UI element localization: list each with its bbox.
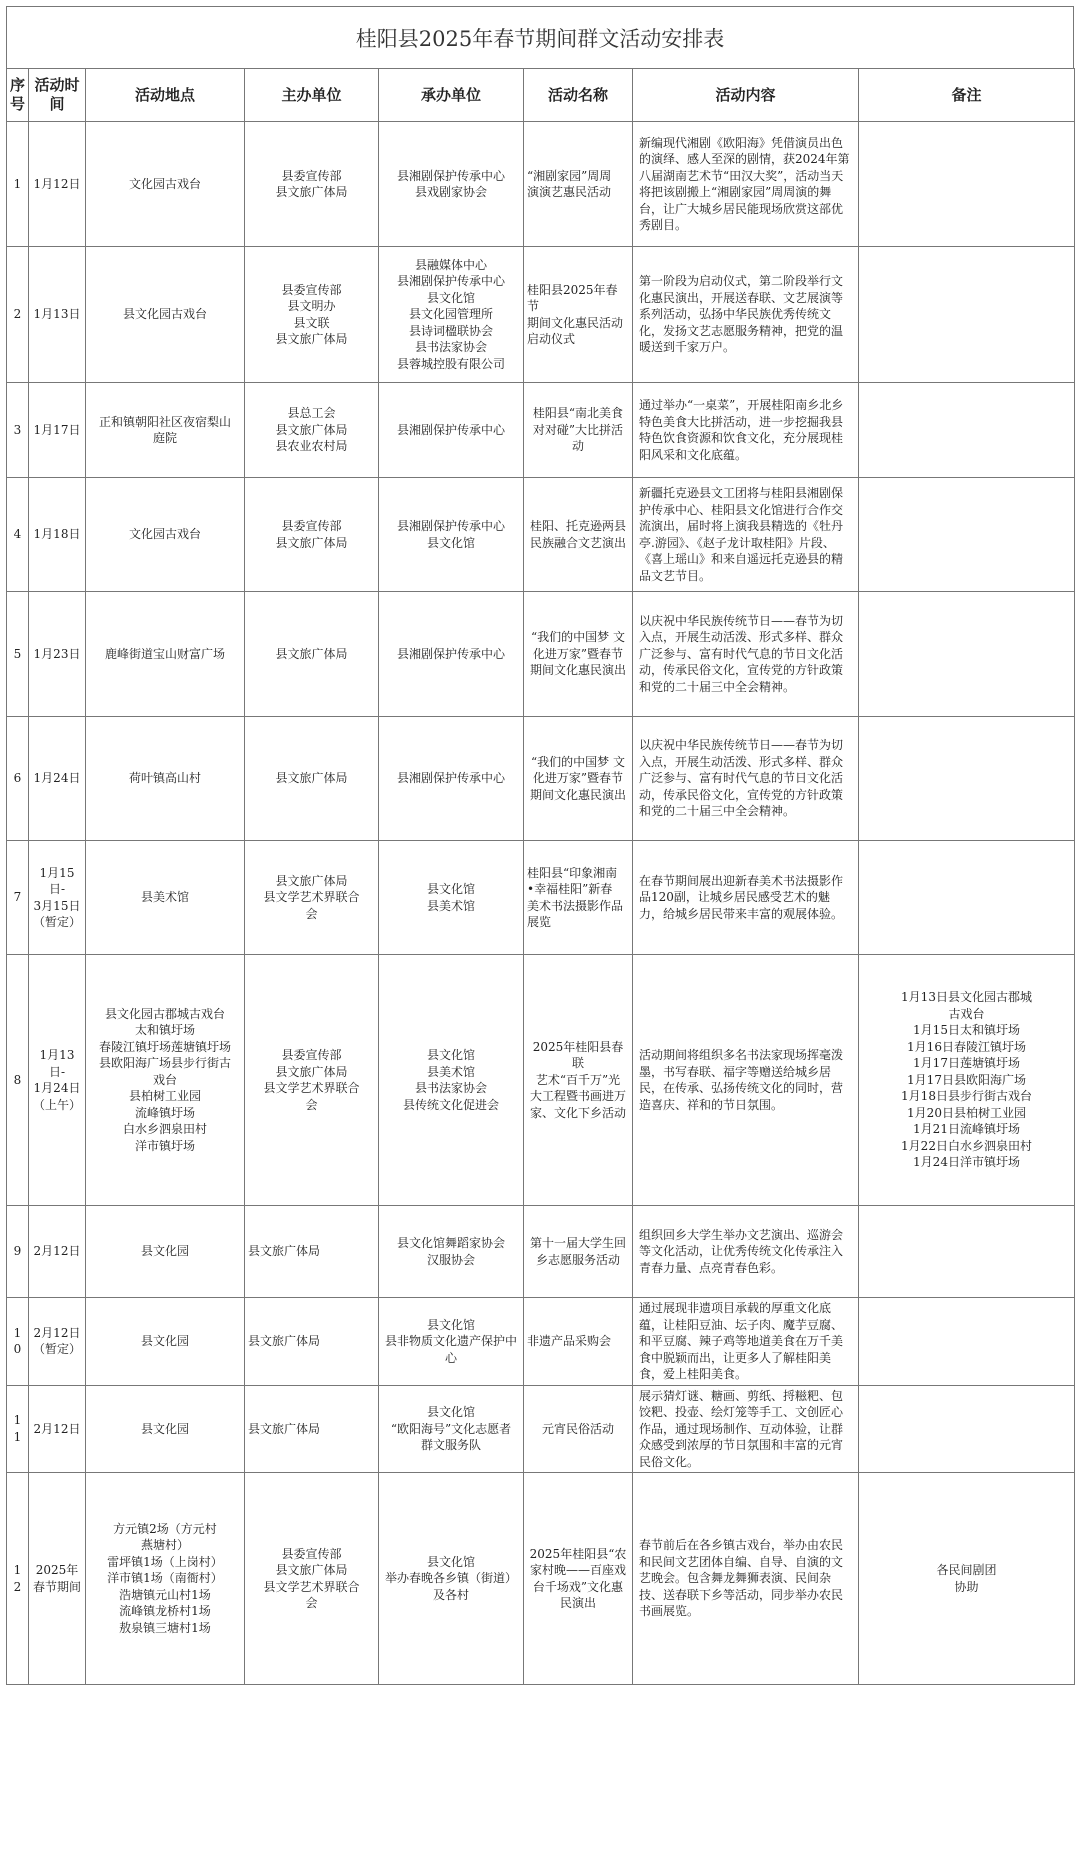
cell-note — [859, 1298, 1075, 1386]
table-row — [7, 478, 1075, 592]
cell-organizer: 县文化馆 县美术馆 — [379, 841, 524, 955]
table-row — [7, 717, 1075, 841]
cell-content: 组织回乡大学生举办文艺演出、巡游会等文化活动，让优秀传统文化传承注入青春力量、点亮青春色彩。 — [633, 1206, 859, 1298]
cell-note — [859, 841, 1075, 955]
cell-content: 以庆祝中华民族传统节日——春节为切入点，开展生动活泼、形式多样、群众广泛参与、富有时代气息的节日文化活动，传承民俗文化，宣传党的方针政策和党的二十届三中全会精神。 — [633, 592, 859, 717]
header-no: 序 号 — [7, 69, 29, 122]
cell-activity-name: 桂阳县“印象湘南 •幸福桂阳”新春 美术书法摄影作品 展览 — [524, 841, 633, 955]
cell-place: 县文化园古戏台 — [86, 247, 245, 383]
cell-host: 县文旅广体局 — [245, 717, 379, 841]
header-organizer: 承办单位 — [379, 69, 524, 122]
cell-note — [859, 592, 1075, 717]
cell-place: 县文化园 — [86, 1385, 245, 1473]
cell-organizer: 县湘剧保护传承中心 — [379, 592, 524, 717]
cell-activity-name: “湘剧家园”周周 演演艺惠民活动 — [524, 122, 633, 247]
table-row — [7, 841, 1075, 955]
header-time: 活动时 间 — [29, 69, 86, 122]
cell-place: 方元镇2场（方元村 燕塘村） 雷坪镇1场（上岗村） 洋市镇1场（南衙村） 浩塘镇元山村1场 流峰镇龙桥村1场 敖泉镇三塘村1场 — [86, 1473, 245, 1685]
cell-place: 正和镇朝阳社区夜宿梨山 庭院 — [86, 383, 245, 478]
cell-activity-name: 第十一届大学生回 乡志愿服务活动 — [524, 1206, 633, 1298]
cell-content: 展示猜灯谜、糖画、剪纸、捋糍粑、包饺粑、投壶、绘灯笼等手工、文创匠心作品，通过现场制作、互动体验，让群众感受到浓厚的节日氛围和丰富的元宵民俗文化。 — [633, 1385, 859, 1473]
cell-no: 3 — [7, 383, 29, 478]
cell-content: 新编现代湘剧《欧阳海》凭借演员出色的演绎、感人至深的剧情，获2024年第八届湖南艺术节“田汉大奖”，活动当天将把该剧搬上“湘剧家园”周周演的舞台，让广大城乡居民能现场欣赏这部优秀剧目。 — [633, 122, 859, 247]
header-place: 活动地点 — [86, 69, 245, 122]
cell-note — [859, 717, 1075, 841]
cell-content: 通过展现非遗项目承载的厚重文化底蕴，让桂阳豆油、坛子肉、魔芋豆腐、和平豆腐、辣子鸡等地道美食在万千美食中脱颖而出，让更多人了解桂阳美食，爱上桂阳美食。 — [633, 1298, 859, 1386]
cell-place: 文化园古戏台 — [86, 478, 245, 592]
cell-no: 6 — [7, 717, 29, 841]
cell-time: 2月12日 （暂定） — [29, 1298, 86, 1386]
table-header-row — [7, 69, 1075, 122]
schedule-table — [6, 68, 1075, 1685]
cell-content: 以庆祝中华民族传统节日——春节为切入点，开展生动活泼、形式多样、群众广泛参与、富有时代气息的节日文化活动，传承民俗文化，宣传党的方针政策和党的二十届三中全会精神。 — [633, 717, 859, 841]
cell-organizer: 县湘剧保护传承中心 县戏剧家协会 — [379, 122, 524, 247]
cell-host: 县委宣传部 县文旅广体局 县文学艺术界联合 会 — [245, 955, 379, 1206]
cell-no: 9 — [7, 1206, 29, 1298]
cell-host: 县委宣传部 县文明办 县文联 县文旅广体局 — [245, 247, 379, 383]
cell-place: 县文化园古郡城古戏台 太和镇圩场 春陵江镇圩场莲塘镇圩场 县欧阳海广场县步行街古 戏台 县柏树工业园 流峰镇圩场 白水乡泗泉田村 洋市镇圩场 — [86, 955, 245, 1206]
cell-content: 春节前后在各乡镇古戏台，举办由农民和民间文艺团体自编、自导、自演的文艺晚会。包含舞龙舞狮表演、民间杂技、送春联下乡等活动，同步举办农民书画展览。 — [633, 1473, 859, 1685]
cell-activity-name: 元宵民俗活动 — [524, 1385, 633, 1473]
cell-no: 2 — [7, 247, 29, 383]
cell-organizer: 县湘剧保护传承中心 县文化馆 — [379, 478, 524, 592]
cell-time: 2月12日 — [29, 1206, 86, 1298]
cell-no: 8 — [7, 955, 29, 1206]
cell-place: 鹿峰街道宝山财富广场 — [86, 592, 245, 717]
cell-time: 1月18日 — [29, 478, 86, 592]
cell-note — [859, 383, 1075, 478]
header-content: 活动内容 — [633, 69, 859, 122]
table-row — [7, 955, 1075, 1206]
cell-host: 县总工会 县文旅广体局 县农业农村局 — [245, 383, 379, 478]
cell-host: 县文旅广体局 — [245, 1385, 379, 1473]
cell-no: 10 — [7, 1298, 29, 1386]
cell-time: 1月12日 — [29, 122, 86, 247]
cell-activity-name: “我们的中国梦 文 化进万家”暨春节 期间文化惠民演出 — [524, 717, 633, 841]
cell-content: 第一阶段为启动仪式，第二阶段举行文化惠民演出，开展送春联、文艺展演等系列活动，弘扬中华民族优秀传统文化，发扬文艺志愿服务精神，把党的温暖送到千家万户。 — [633, 247, 859, 383]
cell-host: 县文旅广体局 县文学艺术界联合 会 — [245, 841, 379, 955]
cell-note — [859, 1385, 1075, 1473]
cell-activity-name: 2025年桂阳县“农 家村晚——百座戏 台千场戏”文化惠 民演出 — [524, 1473, 633, 1685]
table-row — [7, 592, 1075, 717]
table-row — [7, 247, 1075, 383]
cell-host: 县委宣传部 县文旅广体局 — [245, 122, 379, 247]
cell-time: 2月12日 — [29, 1385, 86, 1473]
cell-place: 荷叶镇高山村 — [86, 717, 245, 841]
cell-organizer: 县文化馆 县美术馆 县书法家协会 县传统文化促进会 — [379, 955, 524, 1206]
table-row — [7, 1298, 1075, 1386]
table-row — [7, 1473, 1075, 1685]
cell-host: 县委宣传部 县文旅广体局 县文学艺术界联合 会 — [245, 1473, 379, 1685]
cell-content: 活动期间将组织多名书法家现场挥毫泼墨，书写春联、福字等赠送给城乡居民，在传承、弘扬传统文化的同时，营造喜庆、祥和的节日氛围。 — [633, 955, 859, 1206]
cell-activity-name: 2025年桂阳县春联 艺术“百千万”光 大工程暨书画进万 家、文化下乡活动 — [524, 955, 633, 1206]
header-host: 主办单位 — [245, 69, 379, 122]
cell-place: 县美术馆 — [86, 841, 245, 955]
cell-note: 1月13日县文化园古郡城 古戏台 1月15日太和镇圩场 1月16日春陵江镇圩场 1月17日莲塘镇圩场 1月17日县欧阳海广场 1月18日县步行街古戏台 1月20日县柏树工业园 1月21日流峰镇圩场 1月22日白水乡泗泉田村 1月24日洋市镇圩场 — [859, 955, 1075, 1206]
cell-host: 县文旅广体局 — [245, 592, 379, 717]
cell-activity-name: 桂阳县2025年春节 期间文化惠民活动 启动仪式 — [524, 247, 633, 383]
cell-place: 县文化园 — [86, 1298, 245, 1386]
cell-no: 5 — [7, 592, 29, 717]
cell-host: 县文旅广体局 — [245, 1298, 379, 1386]
cell-organizer: 县文化馆 举办春晚各乡镇（街道） 及各村 — [379, 1473, 524, 1685]
cell-note — [859, 478, 1075, 592]
cell-content: 通过举办“一桌菜”，开展桂阳南乡北乡特色美食大比拼活动，进一步挖掘我县特色饮食资源和饮食文化，充分展现桂阳风采和文化底蕴。 — [633, 383, 859, 478]
cell-organizer: 县湘剧保护传承中心 — [379, 383, 524, 478]
cell-time: 1月13日 — [29, 247, 86, 383]
cell-host: 县委宣传部 县文旅广体局 — [245, 478, 379, 592]
header-activity-name: 活动名称 — [524, 69, 633, 122]
cell-time: 1月13日- 1月24日 （上午） — [29, 955, 86, 1206]
cell-note — [859, 122, 1075, 247]
cell-note — [859, 1206, 1075, 1298]
cell-note — [859, 247, 1075, 383]
table-row — [7, 122, 1075, 247]
table-row — [7, 1385, 1075, 1473]
cell-content: 新疆托克逊县文工团将与桂阳县湘剧保护传承中心、桂阳县文化馆进行合作交流演出，届时将上演我县精选的《牡丹亭.游园》、《赵子龙计取桂阳》片段、《喜上瑶山》和来自遥远托克逊县的精品文艺节目。 — [633, 478, 859, 592]
cell-time: 2025年 春节期间 — [29, 1473, 86, 1685]
cell-no: 11 — [7, 1385, 29, 1473]
cell-host: 县文旅广体局 — [245, 1206, 379, 1298]
cell-activity-name: 桂阳县“南北美食 对对碰”大比拼活 动 — [524, 383, 633, 478]
page-title: 桂阳县2025年春节期间群文活动安排表 — [6, 6, 1074, 68]
cell-time: 1月15日- 3月15日 （暂定） — [29, 841, 86, 955]
header-note: 备注 — [859, 69, 1075, 122]
cell-place: 县文化园 — [86, 1206, 245, 1298]
cell-no: 12 — [7, 1473, 29, 1685]
cell-activity-name: 桂阳、托克逊两县 民族融合文艺演出 — [524, 478, 633, 592]
cell-activity-name: “我们的中国梦 文 化进万家”暨春节 期间文化惠民演出 — [524, 592, 633, 717]
table-row — [7, 383, 1075, 478]
cell-organizer: 县湘剧保护传承中心 — [379, 717, 524, 841]
cell-time: 1月23日 — [29, 592, 86, 717]
cell-time: 1月17日 — [29, 383, 86, 478]
cell-organizer: 县文化馆舞蹈家协会 汉服协会 — [379, 1206, 524, 1298]
cell-no: 4 — [7, 478, 29, 592]
cell-content: 在春节期间展出迎新春美术书法摄影作品120副，让城乡居民感受艺术的魅力，给城乡居民带来丰富的观展体验。 — [633, 841, 859, 955]
cell-time: 1月24日 — [29, 717, 86, 841]
table-row — [7, 1206, 1075, 1298]
cell-no: 1 — [7, 122, 29, 247]
cell-no: 7 — [7, 841, 29, 955]
cell-note: 各民间剧团 协助 — [859, 1473, 1075, 1685]
cell-organizer: 县文化馆 “欧阳海号”文化志愿者 群文服务队 — [379, 1385, 524, 1473]
cell-organizer: 县文化馆 县非物质文化遗产保护中 心 — [379, 1298, 524, 1386]
cell-place: 文化园古戏台 — [86, 122, 245, 247]
cell-activity-name: 非遗产品采购会 — [524, 1298, 633, 1386]
cell-organizer: 县融媒体中心 县湘剧保护传承中心 县文化馆 县文化园管理所 县诗词楹联协会 县书法家协会 县蓉城控股有限公司 — [379, 247, 524, 383]
